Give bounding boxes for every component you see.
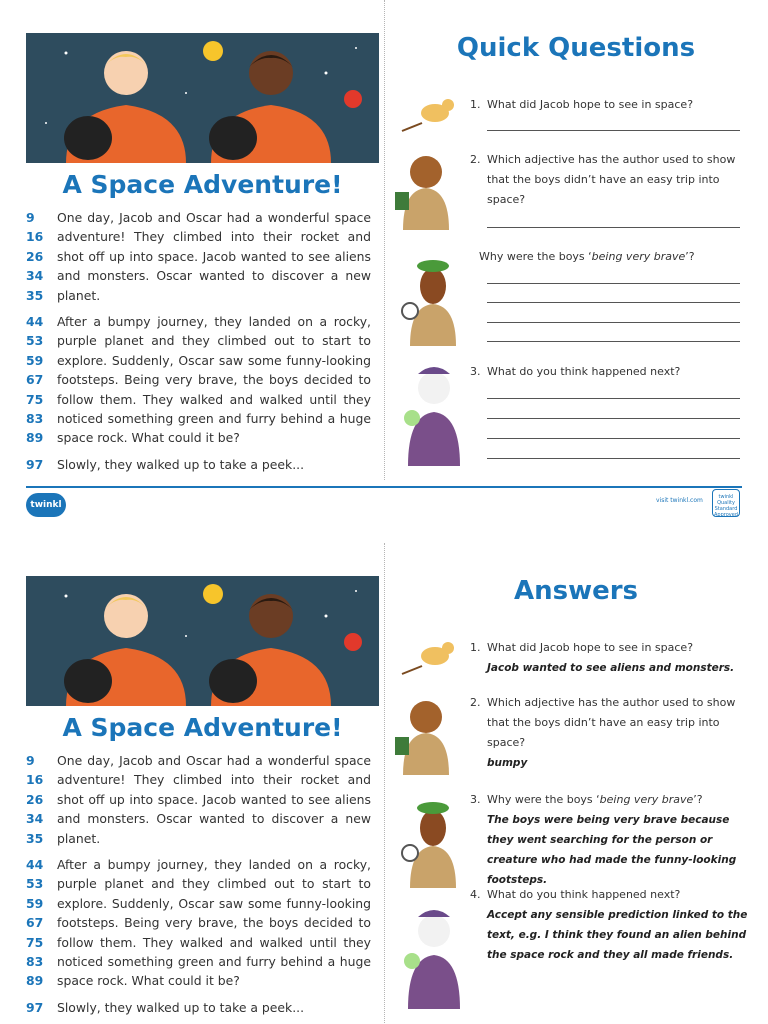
word-count: 35 <box>26 830 44 846</box>
twinkl-logo[interactable]: twinkl <box>26 493 66 517</box>
story-line <box>26 829 371 848</box>
story-text <box>26 751 371 1024</box>
word-count: 83 <box>26 953 44 969</box>
word-count: 75 <box>26 391 44 407</box>
story-line-text: After a bumpy journey, they landed on a rocky, <box>57 856 371 872</box>
footer-divider <box>26 486 742 488</box>
word-count: 34 <box>26 811 44 827</box>
story-line <box>26 428 371 447</box>
story-line <box>26 312 371 331</box>
word-count: 89 <box>26 973 44 989</box>
story-line <box>26 409 371 428</box>
cat-fortune-teller-icon <box>400 903 462 1009</box>
story-line <box>26 971 371 990</box>
story-line <box>26 855 371 874</box>
word-count: 9 <box>26 210 35 225</box>
answers-title: Answers <box>513 576 639 606</box>
story-title: A Space Adventure! <box>62 170 343 199</box>
answer-line[interactable] <box>487 341 740 342</box>
story-line-text: Slowly, they walked up to take a peek... <box>57 999 305 1015</box>
story-line <box>26 770 371 789</box>
story-line-text: space rock. What could it be? <box>57 430 240 446</box>
story-line-text: adventure! They climbed into their rocket and <box>57 772 371 788</box>
footer-site-link[interactable]: visit twinkl.com <box>656 497 703 504</box>
story-line <box>26 390 371 409</box>
story-line-text: noticed something green and furry behind a huge <box>57 953 371 969</box>
story-line <box>26 370 371 389</box>
story-line <box>26 266 371 285</box>
worksheet-questions: A Space Adventure! 9 One day, Jacob and Oscar had a wonderful space 16 adventure! They climbed into their rocket and 26 shot off up into space. Jacob wanted to see aliens 34 and monsters. Oscar wanted to discover a new 35 planet. 44 After a bumpy journey, they landed on a rocky, 53 purple planet and they climbed out to start to 59 explore. Suddenly, Oscar saw some funny-looking 67 footsteps. Being very brave, the boys decided to 75 follow them. They walked and walked until they 83 noticed something green and furry behind a huge 89 space rock. What could it be? 97 Slowly, they walked up to take a peek... Quick Questions 1. What did Jacob hope to see in space? 2. Which adjective has the author used to show that the boys didn’t have an easy trip into space? Why were the boys ‘being very brave’? 3. What do you think happened next? twinkl visit twinkl.com twinkl Quality Standard Approved <box>0 0 768 512</box>
word-count: 34 <box>26 268 44 284</box>
word-count: 35 <box>26 287 44 303</box>
story-line <box>26 933 371 952</box>
sun-icon <box>203 584 223 604</box>
story-line-text: purple planet and they climbed out to start to <box>57 333 371 349</box>
sun-icon <box>203 41 223 61</box>
story-line-text: space rock. What could it be? <box>57 973 240 989</box>
story-paragraph <box>26 455 371 474</box>
story-line <box>26 998 371 1017</box>
story-line <box>26 913 371 932</box>
hound-detective-icon <box>398 798 464 888</box>
story-line-text: explore. Suddenly, Oscar saw some funny-looking <box>57 895 371 911</box>
story-line-text: purple planet and they climbed out to start to <box>57 876 371 892</box>
story-paragraph <box>26 208 371 305</box>
planet-icon <box>344 633 362 651</box>
planet-icon <box>344 90 362 108</box>
story-line-text: follow them. They walked and walked until they <box>57 391 371 407</box>
story-line-text: follow them. They walked and walked until they <box>57 934 371 950</box>
word-count: 75 <box>26 934 44 950</box>
word-count: 16 <box>26 772 44 788</box>
story-text <box>26 208 371 481</box>
word-count: 59 <box>26 352 44 368</box>
story-paragraph <box>26 751 371 848</box>
word-count: 16 <box>26 229 44 245</box>
answer-line[interactable] <box>487 398 740 399</box>
word-count: 97 <box>26 999 44 1015</box>
detective-dog-icon <box>393 150 459 230</box>
word-count: 67 <box>26 915 44 931</box>
story-line-text: Slowly, they walked up to take a peek... <box>57 456 305 472</box>
dog-character-icon <box>400 95 460 135</box>
answer-line[interactable] <box>487 418 740 419</box>
answer-line[interactable] <box>487 302 740 303</box>
story-line-text: footsteps. Being very brave, the boys decided to <box>57 915 371 931</box>
answer-line[interactable] <box>487 283 740 284</box>
story-banner-image <box>26 576 379 706</box>
story-line <box>26 751 371 770</box>
answer-line[interactable] <box>487 458 740 459</box>
story-line-text: shot off up into space. Jacob wanted to see aliens <box>57 248 371 264</box>
word-count: 59 <box>26 895 44 911</box>
word-count: 44 <box>26 856 44 872</box>
story-banner-image <box>26 33 379 163</box>
worksheet-answers: A Space Adventure! 9 One day, Jacob and Oscar had a wonderful space 16 adventure! They climbed into their rocket and 26 shot off up into space. Jacob wanted to see aliens 34 and monsters. Oscar wanted to discover a new 35 planet. 44 After a bumpy journey, they landed on a rocky, 53 purple planet and they climbed out to start to 59 explore. Suddenly, Oscar saw some funny-looking 67 footsteps. Being very brave, the boys decided to 75 follow them. They walked and walked until they 83 noticed something green and furry behind a huge 89 space rock. What could it be? 97 Slowly, they walked up to take a peek... Answers 1. What did Jacob hope to see in space? Jacob wanted to see aliens and monsters. 2. Which adjective has the author used to show that the boys didn’t have an easy trip into space? bumpy 3. Why were the boys ‘being very brave’? The boys were being very brave because they went searching for the person or creature who had made the funny-looking footsteps. 4. What do you think happened next? Accept any sensible prediction linked to the text, e.g. I think they found an alien behind the space rock and they all made friends. <box>0 543 768 1024</box>
story-line <box>26 208 371 227</box>
vertical-divider <box>384 543 385 1023</box>
story-line-text: footsteps. Being very brave, the boys decided to <box>57 372 371 388</box>
dog-character-icon <box>400 638 460 678</box>
answer-line[interactable] <box>487 438 740 439</box>
story-line <box>26 455 371 474</box>
story-line-text: One day, Jacob and Oscar had a wonderful space <box>57 753 371 768</box>
answer-line[interactable] <box>487 322 740 323</box>
story-line-text: shot off up into space. Jacob wanted to see aliens <box>57 791 371 807</box>
story-line-text: One day, Jacob and Oscar had a wonderful space <box>57 210 371 225</box>
answer-line[interactable] <box>487 227 740 228</box>
hound-detective-icon <box>398 256 464 346</box>
story-line-text: adventure! They climbed into their rocket and <box>57 229 371 245</box>
detective-dog-icon <box>393 695 459 775</box>
word-count: 89 <box>26 430 44 446</box>
story-paragraph <box>26 312 371 448</box>
quality-badge: twinkl Quality Standard Approved <box>712 489 740 517</box>
word-count: 97 <box>26 456 44 472</box>
story-line <box>26 790 371 809</box>
story-line <box>26 952 371 971</box>
word-count: 53 <box>26 876 44 892</box>
story-line <box>26 874 371 893</box>
questions-title: Quick Questions <box>456 33 696 63</box>
word-count: 53 <box>26 333 44 349</box>
story-line <box>26 351 371 370</box>
story-line-text: After a bumpy journey, they landed on a rocky, <box>57 313 371 329</box>
word-count: 44 <box>26 313 44 329</box>
story-line <box>26 247 371 266</box>
story-line-text: noticed something green and furry behind a huge <box>57 410 371 426</box>
story-line-text: planet. <box>57 287 101 303</box>
word-count: 67 <box>26 372 44 388</box>
word-count: 9 <box>26 753 35 768</box>
word-count: 26 <box>26 248 44 264</box>
story-line <box>26 894 371 913</box>
story-line-text: explore. Suddenly, Oscar saw some funny-looking <box>57 352 371 368</box>
story-line <box>26 331 371 350</box>
story-line-text: and monsters. Oscar wanted to discover a new <box>57 811 371 827</box>
story-line <box>26 286 371 305</box>
vertical-divider <box>384 0 385 480</box>
story-line <box>26 809 371 828</box>
story-paragraph <box>26 998 371 1017</box>
word-count: 26 <box>26 791 44 807</box>
story-line <box>26 227 371 246</box>
story-title: A Space Adventure! <box>62 713 343 742</box>
cat-fortune-teller-icon <box>400 360 462 466</box>
answer-line[interactable] <box>487 130 740 131</box>
story-paragraph <box>26 855 371 991</box>
word-count: 83 <box>26 410 44 426</box>
story-line-text: and monsters. Oscar wanted to discover a new <box>57 268 371 284</box>
story-line-text: planet. <box>57 830 101 846</box>
